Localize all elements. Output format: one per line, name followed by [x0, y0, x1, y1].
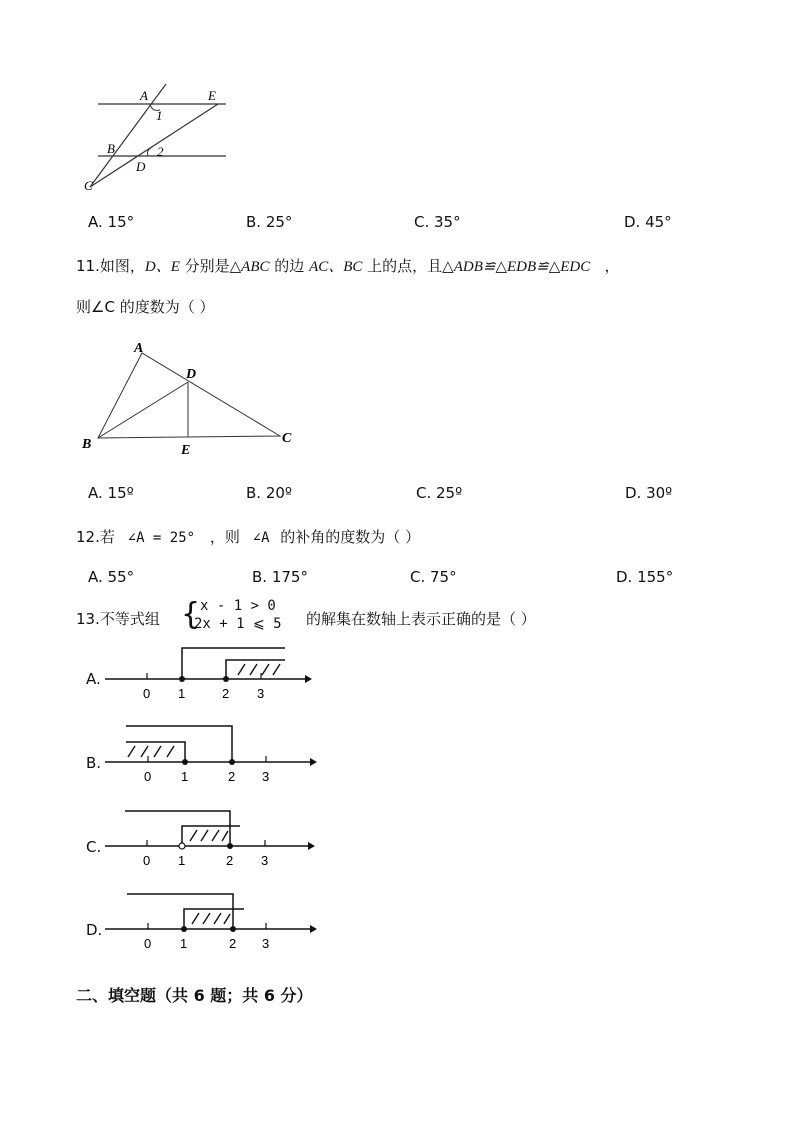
q11-option-a: A. 15º	[88, 484, 134, 502]
q10-option-c: C. 35°	[414, 213, 461, 231]
q11-stem-line1	[76, 255, 620, 276]
q12-stem	[76, 526, 420, 547]
q13-b-tick-1: 1	[181, 769, 189, 784]
q11-label-a: A	[134, 341, 144, 356]
q13-b-tick-3: 3	[262, 769, 270, 784]
q12-end: 的补角的度数为（ ）	[280, 528, 421, 546]
q12-expr2: ∠A	[252, 530, 270, 546]
q11-option-c: C. 25º	[416, 484, 463, 502]
q11-label-e: E	[181, 443, 191, 458]
q10-line-ca	[90, 84, 166, 187]
q12-mid: ，则	[209, 528, 240, 546]
q13-c-tick-0: 0	[143, 853, 151, 868]
q13-option-c-letter: C.	[86, 838, 102, 856]
q11-figure	[80, 338, 300, 463]
q13-inequality-1: x - 1 > 0	[200, 598, 276, 614]
q11-acbc: AC、BC	[309, 259, 363, 275]
q10-option-a: A. 15°	[88, 213, 135, 231]
q13-d-tick-3: 3	[262, 936, 270, 951]
q13-option-d-numberline	[100, 888, 315, 953]
q13-d-tick-0: 0	[144, 936, 152, 951]
q13-option-a-numberline	[100, 640, 315, 705]
q11-abc: ABC	[241, 259, 270, 275]
q11-triangle-abc	[98, 353, 280, 438]
q10-option-b: B. 25°	[246, 213, 293, 231]
q13-d-tick-2: 2	[229, 936, 237, 951]
q10-label-a: A	[140, 88, 148, 103]
q11-label-d: D	[186, 367, 197, 382]
q13-d-tick-1: 1	[180, 936, 188, 951]
q13-c-tick-2: 2	[226, 853, 234, 868]
q13-option-b-letter: B.	[86, 754, 102, 772]
q10-label-b: B	[107, 141, 115, 156]
q11-text2: 分别是△	[179, 257, 242, 275]
q11-text4: 上的点，且△	[362, 257, 454, 275]
q10-label-2: 2	[157, 144, 164, 159]
q13-b-tick-0: 0	[144, 769, 152, 784]
q13-stem-end: 的解集在数轴上表示正确的是（ ）	[306, 610, 536, 628]
q13-a-tick-2: 2	[222, 686, 230, 701]
q12-option-b: B. 175°	[252, 568, 308, 586]
q13-a-tick-3: 3	[257, 686, 265, 701]
q13-option-c-numberline	[100, 806, 315, 871]
q12-option-d: D. 155°	[616, 568, 674, 586]
q13-inequality-2: 2x + 1 ⩽ 5	[194, 616, 282, 632]
q10-label-e: E	[208, 88, 216, 103]
q11-segment-bd	[98, 382, 188, 438]
q11-prefix: 11.如图，	[76, 257, 145, 275]
q11-label-c: C	[282, 431, 292, 446]
q10-label-1: 1	[156, 108, 163, 123]
q13-option-d-letter: D.	[86, 921, 103, 939]
q12-expr: ∠A = 25°	[127, 530, 196, 546]
section-2-title: 二、填空题（共 6 题；共 6 分）	[76, 986, 313, 1005]
q11-text3: 的边	[269, 257, 310, 275]
q13-c-tick-1: 1	[178, 853, 186, 868]
q12-prefix: 12.若	[76, 528, 115, 546]
q13-b-tick-2: 2	[228, 769, 236, 784]
q10-option-d: D. 45°	[624, 213, 672, 231]
q11-label-b: B	[82, 437, 92, 452]
q13-option-a-letter: A.	[86, 670, 101, 688]
q11-option-d: D. 30º	[625, 484, 673, 502]
q10-figure	[80, 80, 240, 200]
q13-a-tick-0: 0	[143, 686, 151, 701]
q10-label-d: D	[136, 159, 146, 174]
q11-congruence: ADB≌△EDB≌△EDC	[453, 259, 591, 275]
q13-c-tick-3: 3	[261, 853, 269, 868]
q13-option-b-numberline	[100, 722, 315, 787]
q13-brace: {	[181, 597, 201, 632]
q11-de: D、E	[144, 259, 180, 275]
q12-option-a: A. 55°	[88, 568, 135, 586]
q10-label-c: C	[84, 178, 93, 193]
q11-option-b: B. 20º	[246, 484, 292, 502]
q13-stem-prefix: 13.不等式组	[76, 610, 160, 628]
q12-option-c: C. 75°	[410, 568, 457, 586]
q13-a-tick-1: 1	[178, 686, 186, 701]
q11-end: ，	[590, 257, 620, 275]
q11-stem-line2: 则∠C 的度数为（ ）	[76, 298, 215, 316]
q10-angle2-arc	[148, 147, 153, 156]
